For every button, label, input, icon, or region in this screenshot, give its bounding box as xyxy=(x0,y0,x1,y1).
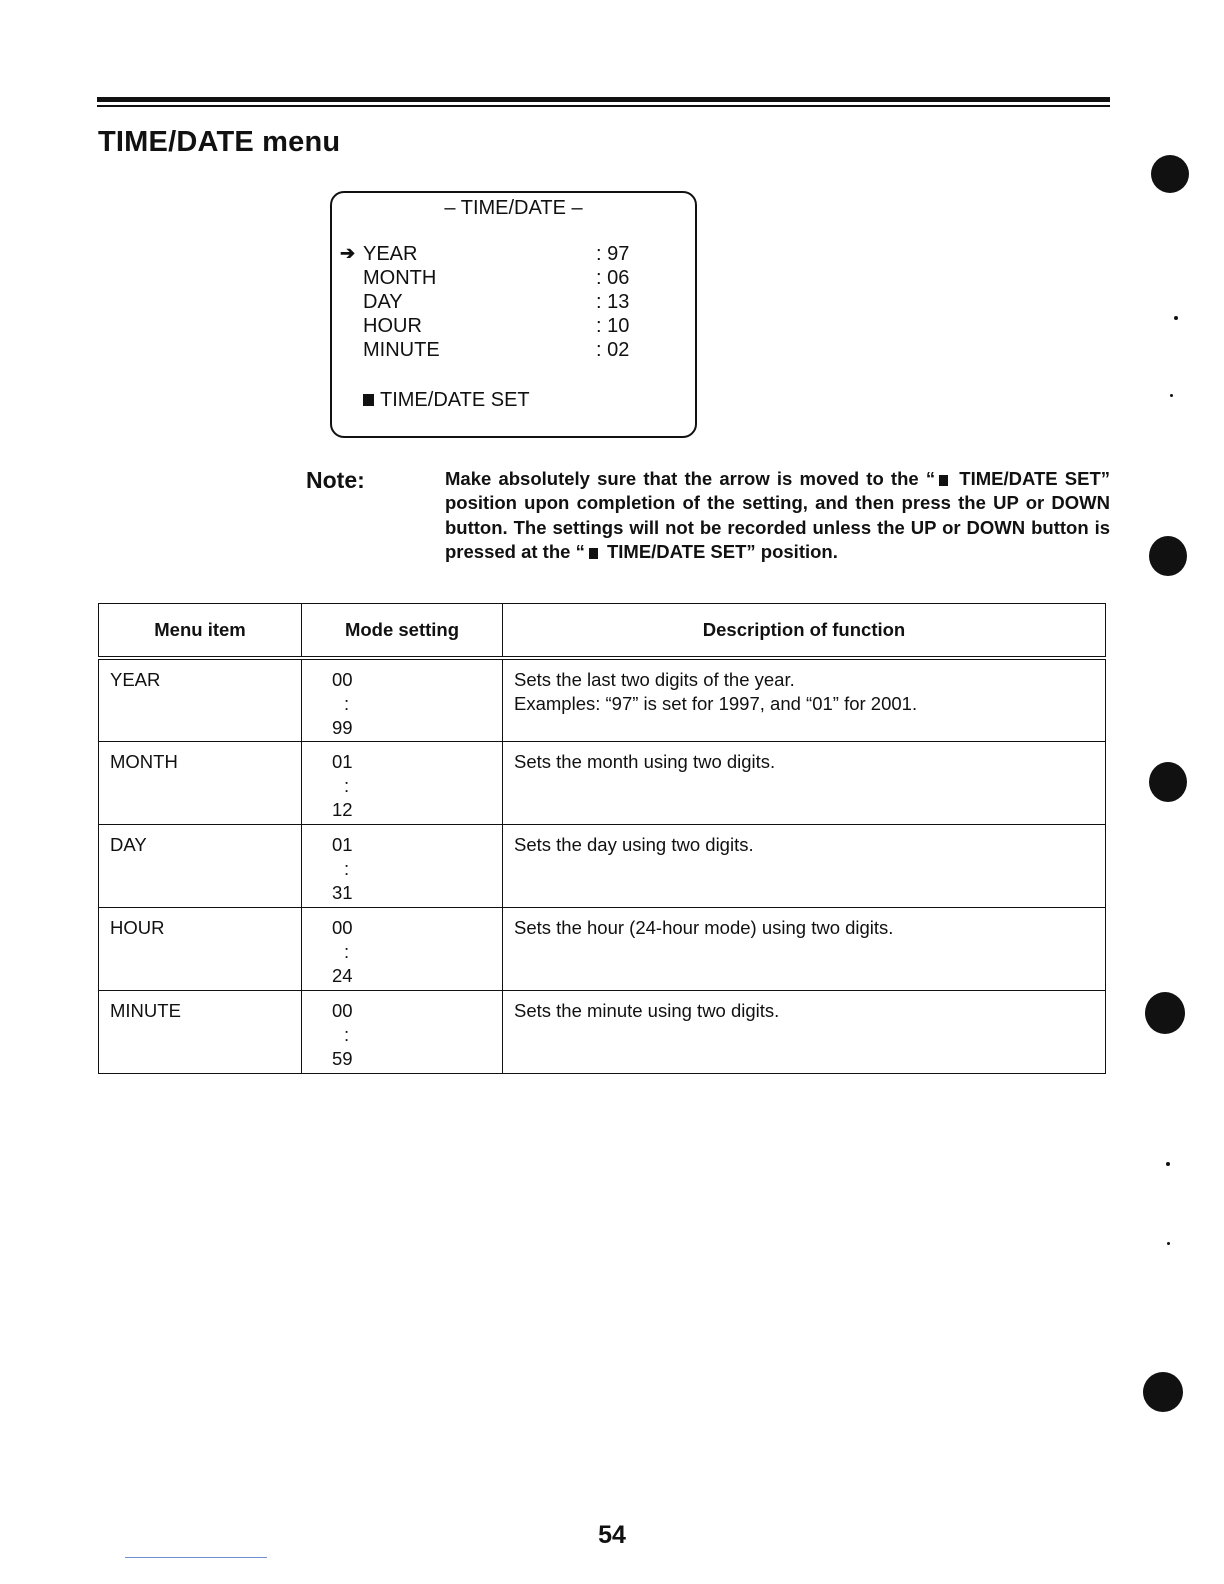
square-icon xyxy=(939,475,948,486)
osd-label: DAY xyxy=(363,291,403,313)
arrow-right-icon: ➔ xyxy=(340,243,356,263)
binding-hole-dot xyxy=(1151,155,1189,193)
desc-line-1: Sets the last two digits of the year. xyxy=(514,669,795,690)
mode-to: 99 xyxy=(332,717,353,738)
binding-hole-dot xyxy=(1149,762,1187,802)
osd-label: YEAR xyxy=(363,243,418,265)
top-rule-thin xyxy=(97,105,1110,107)
mode-from: 01 xyxy=(332,833,353,855)
header-menu-item: Menu item xyxy=(99,604,302,659)
mode-to: 12 xyxy=(332,798,353,820)
square-icon xyxy=(589,548,598,559)
table-row xyxy=(99,990,1106,1073)
osd-row-day xyxy=(340,291,680,315)
mode-from: 00 xyxy=(332,999,353,1021)
header-mode-setting: Mode setting xyxy=(302,604,503,659)
cell-menu-item: DAY xyxy=(99,824,302,907)
osd-row-minute xyxy=(340,339,680,363)
square-icon xyxy=(363,394,374,406)
mode-from: 00 xyxy=(332,669,353,690)
speck-dot xyxy=(1174,316,1178,320)
mode-from: 01 xyxy=(332,750,353,772)
osd-label: MONTH xyxy=(363,267,437,289)
table-row xyxy=(99,741,1106,824)
osd-time-date-set xyxy=(363,389,530,412)
mode-separator: : xyxy=(344,1023,350,1045)
table-header-row xyxy=(99,604,1106,659)
desc-line-1: Sets the hour (24-hour mode) using two digits. xyxy=(514,916,894,938)
mode-separator: : xyxy=(344,940,350,962)
osd-value: : 13 xyxy=(596,291,630,313)
cell-menu-item: YEAR xyxy=(99,658,302,741)
speck-dot xyxy=(1167,1242,1170,1245)
osd-title: – TIME/DATE – xyxy=(444,197,583,219)
note-part-2: TIME/DATE SET” position upon completion of the setting, and then press the UP or DOWN button. The settings will not be recorded unless the UP or DOWN button is pressed at the “ xyxy=(445,468,1110,562)
desc-line-1: Sets the month using two digits. xyxy=(514,750,776,772)
cell-mode-setting xyxy=(302,990,503,1073)
table-row xyxy=(99,824,1106,907)
note-part-3: TIME/DATE SET” position. xyxy=(601,540,838,562)
cell-description xyxy=(503,658,1106,741)
desc-line-2: Examples: “97” is set for 1997, and “01” for 2001. xyxy=(514,693,918,714)
desc-line-1: Sets the day using two digits. xyxy=(514,833,754,855)
binding-hole-dot xyxy=(1149,536,1187,576)
note-label: Note: xyxy=(306,467,365,493)
mode-to: 59 xyxy=(332,1047,353,1069)
function-table xyxy=(98,603,1106,1074)
cell-description xyxy=(503,990,1106,1073)
cell-menu-item: MINUTE xyxy=(99,990,302,1073)
mode-to: 31 xyxy=(332,881,353,903)
cell-description xyxy=(503,907,1106,990)
speck-dot xyxy=(1170,394,1173,397)
speck-dot xyxy=(1166,1162,1170,1166)
mode-to: 24 xyxy=(332,964,353,986)
osd-set-label: TIME/DATE SET xyxy=(380,389,530,411)
cell-menu-item: HOUR xyxy=(99,907,302,990)
cell-description xyxy=(503,741,1106,824)
osd-label: HOUR xyxy=(363,315,422,337)
osd-value: : 06 xyxy=(596,267,630,289)
mode-separator: : xyxy=(344,857,350,879)
desc-line-1: Sets the minute using two digits. xyxy=(514,999,780,1021)
osd-label: MINUTE xyxy=(363,339,440,361)
note-part-1: Make absolutely sure that the arrow is moved to the “ xyxy=(445,468,936,489)
page-number: 54 xyxy=(598,1521,626,1549)
cell-description xyxy=(503,824,1106,907)
top-rule xyxy=(97,97,1110,102)
note-text xyxy=(445,467,1110,564)
mode-separator: : xyxy=(344,693,350,714)
table-row xyxy=(99,907,1106,990)
cell-mode-setting xyxy=(302,741,503,824)
osd-row-month xyxy=(340,267,680,291)
osd-menu-box xyxy=(330,191,697,438)
cell-mode-setting xyxy=(302,824,503,907)
osd-value: : 02 xyxy=(596,339,630,361)
cell-mode-setting xyxy=(302,658,503,741)
mode-separator: : xyxy=(344,774,350,796)
cell-menu-item: MONTH xyxy=(99,741,302,824)
osd-value: : 97 xyxy=(596,243,630,265)
bottom-rule xyxy=(125,1557,267,1558)
osd-row-year xyxy=(340,243,680,267)
osd-row-hour xyxy=(340,315,680,339)
header-description: Description of function xyxy=(503,604,1106,659)
table-row xyxy=(99,658,1106,741)
cell-mode-setting xyxy=(302,907,503,990)
mode-from: 00 xyxy=(332,916,353,938)
page-title: TIME/DATE menu xyxy=(98,126,341,158)
binding-hole-dot xyxy=(1143,1372,1183,1412)
binding-hole-dot xyxy=(1145,992,1185,1034)
osd-value: : 10 xyxy=(596,315,630,337)
